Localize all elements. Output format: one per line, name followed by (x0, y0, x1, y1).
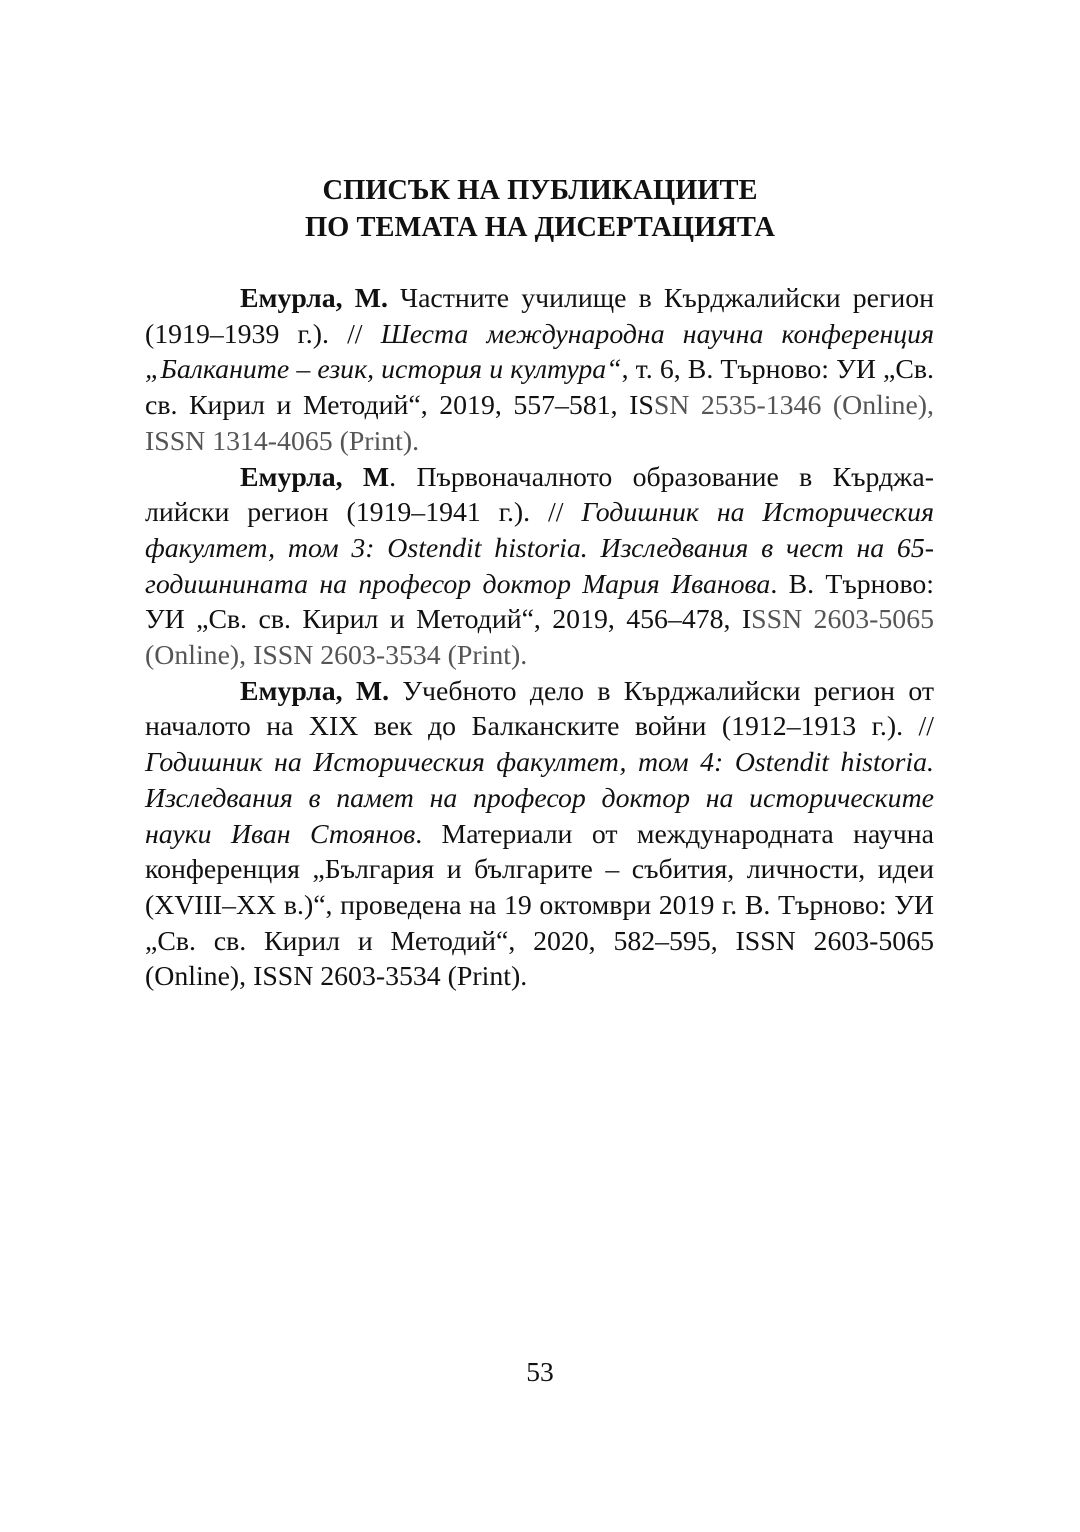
publication-title: Учебното дело в Кърджалийски регион от началото на ХІХ век до Балканските войни (1912–1913 г.). // (145, 675, 934, 743)
page-title-line-1: СПИСЪК НА ПУБЛИКАЦИИТЕ (322, 175, 758, 206)
publication-author: Емурла, М. (240, 675, 390, 707)
publication-identifiers: SN 2535-1346 (Online), ISSN 1314-4065 (Print). (145, 390, 934, 457)
publication-details: , т. 6, В. Търново: УИ „Св. св. Кирил и Методий“, 2019, 557–581, IS (145, 354, 934, 422)
publication-source: Шеста международна научна конференция „Балканите – език, история и култура“ (145, 318, 934, 386)
publication-details: . В. Търново: УИ „Св. св. Кирил и Методий“, 2019, 456–478, I (145, 568, 934, 636)
publication-title: Частните училище в Кърджалийски регион (1919–1939 г.). // (145, 283, 934, 350)
publication-details: . Материали от международната научна конференция „България и българите – събития, личности, идеи (ХVIII–ХХ в.)“, проведена на 19 октомври 2019 г. В. Търново: УИ „Св. св. Кирил и Методий“, 2020, 582–595, ISSN 2603-5065 (Online), ISSN 2603-3534 (Print). (145, 818, 934, 993)
page-title-line-2: ПО ТЕМАТА НА ДИСЕРТАЦИЯТА (304, 212, 775, 243)
page-title (140, 172, 940, 246)
publication-entry (145, 460, 934, 674)
publication-entry (145, 281, 934, 460)
publication-source: Годишник на Историческия факултет, том 3: Ostendit historia. Изследвания в чест на 65-годишнината на професор доктор Мария Иванова (145, 497, 934, 600)
publication-author: Емурла, М. (240, 283, 388, 314)
publication-identifiers: SSN 2603-5065 (Online), ISSN 2603-3534 (Print). (145, 604, 935, 672)
publication-list (145, 281, 934, 995)
publication-title: . Първоначалното образование в Кърджалийски регион (1919–1941 г.). // (145, 461, 934, 529)
publication-entry (145, 674, 934, 995)
publication-author: Емурла, М (240, 461, 390, 493)
publication-source: Годишник на Историческия факултет, том 4: Ostendit historia. Изследвания в памет на професор доктор на историческите науки Иван Стоянов (145, 747, 934, 850)
page-number: 53 (526, 1356, 554, 1387)
